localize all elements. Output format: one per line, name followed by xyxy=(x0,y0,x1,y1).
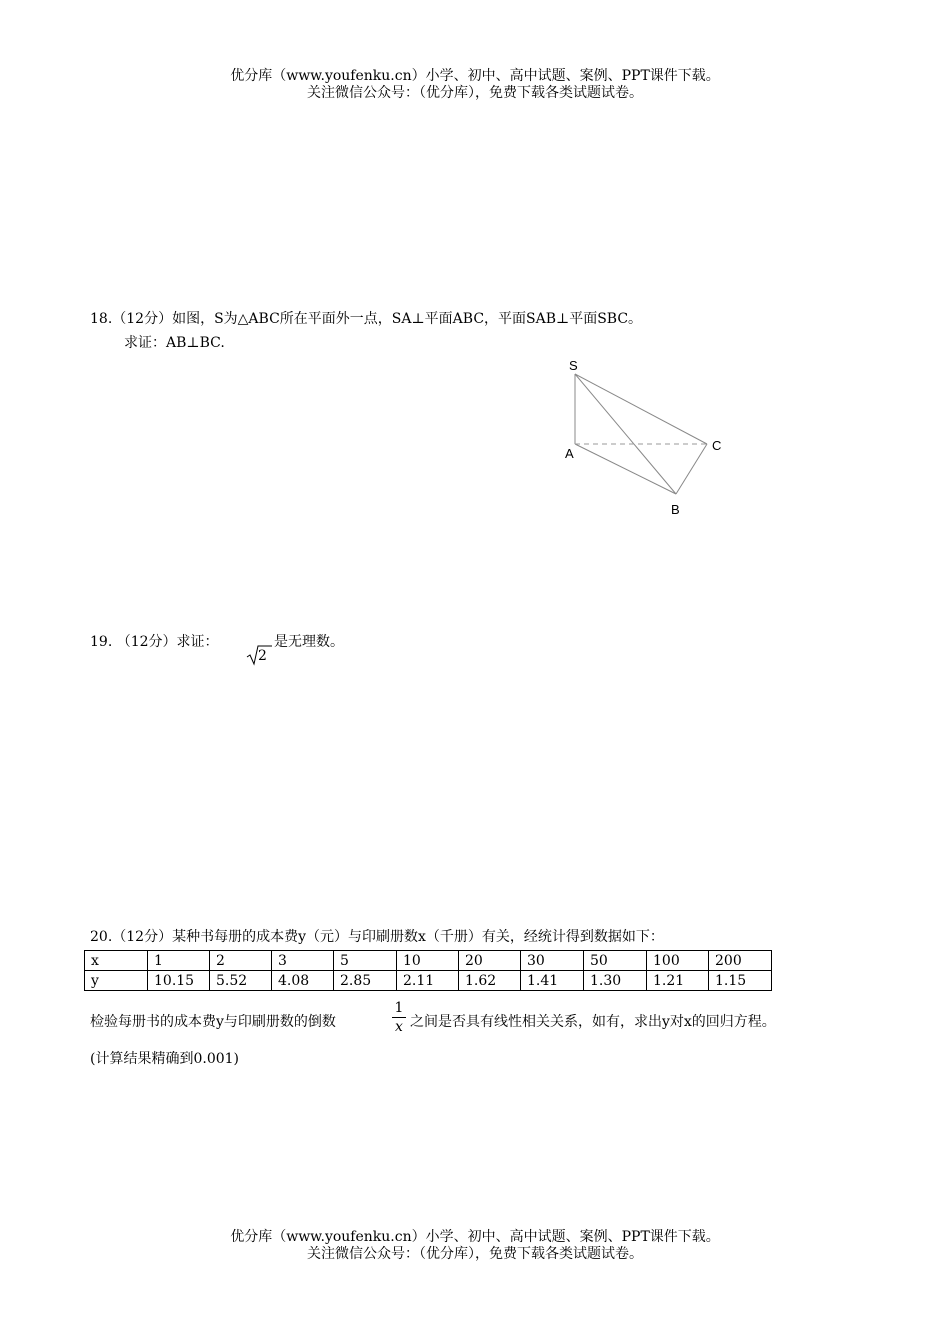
table-row-x xyxy=(85,951,772,971)
table-row-y xyxy=(85,971,772,991)
header-line-1: 优分库（www.youfenku.cn）小学、初中、高中试题、案例、PPT课件下载。 xyxy=(230,68,720,84)
table-cell: y xyxy=(85,971,148,991)
q20-precision-note: (计算结果精确到0.001) xyxy=(90,1051,240,1067)
table-cell: 5 xyxy=(334,951,397,971)
table-cell: 30 xyxy=(521,951,584,971)
table-cell: 5.52 xyxy=(210,971,272,991)
table-cell: 50 xyxy=(584,951,647,971)
q18-statement: 18.（12分）如图，S为△ABC所在平面外一点，SA⊥平面ABC，平面SAB⊥平面SBC。 xyxy=(90,311,643,327)
table-cell: 1.15 xyxy=(709,971,772,991)
fraction-denominator: x xyxy=(395,1019,403,1035)
q20-question-a: 检验每册书的成本费y与印刷册数的倒数 xyxy=(90,1014,336,1030)
footer-line-2: 关注微信公众号：（优分库），免费下载各类试题试卷。 xyxy=(307,1246,643,1262)
edge-ab xyxy=(575,444,676,494)
table-cell: 20 xyxy=(459,951,521,971)
table-cell: 100 xyxy=(647,951,709,971)
q20-question-b: 之间是否具有线性相关关系，如有，求出y对x的回归方程。 xyxy=(410,1014,776,1030)
sqrt-radicand: 2 xyxy=(258,648,267,664)
label-b: B xyxy=(671,502,680,517)
table-cell: 1.30 xyxy=(584,971,647,991)
page-header xyxy=(0,68,950,102)
table-cell: 10 xyxy=(397,951,459,971)
label-a: A xyxy=(565,446,574,461)
footer-line-1: 优分库（www.youfenku.cn）小学、初中、高中试题、案例、PPT课件下载。 xyxy=(230,1229,720,1245)
table-cell: 4.08 xyxy=(272,971,334,991)
label-c: C xyxy=(712,438,722,453)
sqrt-expression xyxy=(246,638,272,666)
q19-prefix: 19. （12分）求证： xyxy=(90,634,219,650)
table-cell: 1.62 xyxy=(459,971,521,991)
header-line-2: 关注微信公众号：（优分库），免费下载各类试题试卷。 xyxy=(307,85,643,101)
reciprocal-fraction xyxy=(392,1000,406,1035)
edge-bc xyxy=(676,444,707,494)
table-cell: x xyxy=(85,951,148,971)
data-table xyxy=(84,950,772,991)
fraction-numerator: 1 xyxy=(394,1000,404,1016)
q19-suffix: 是无理数。 xyxy=(274,634,344,650)
table-cell: 2.11 xyxy=(397,971,459,991)
table-cell: 1.21 xyxy=(647,971,709,991)
label-s: S xyxy=(569,358,578,373)
table-cell: 1.41 xyxy=(521,971,584,991)
table-cell: 3 xyxy=(272,951,334,971)
q20-statement: 20.（12分）某种书每册的成本费y（元）与印刷册数x（千册）有关，经统计得到数据如下： xyxy=(90,929,664,945)
edge-sc xyxy=(575,374,707,444)
fraction-bar xyxy=(392,1017,406,1018)
table-cell: 2 xyxy=(210,951,272,971)
table-cell: 200 xyxy=(709,951,772,971)
tetrahedron-figure xyxy=(555,352,735,522)
table-cell: 1 xyxy=(148,951,210,971)
table-cell: 2.85 xyxy=(334,971,397,991)
table-cell: 10.15 xyxy=(148,971,210,991)
page-footer xyxy=(0,1229,950,1263)
edge-sb xyxy=(575,374,676,494)
q18-prove: 求证：AB⊥BC. xyxy=(124,335,225,351)
